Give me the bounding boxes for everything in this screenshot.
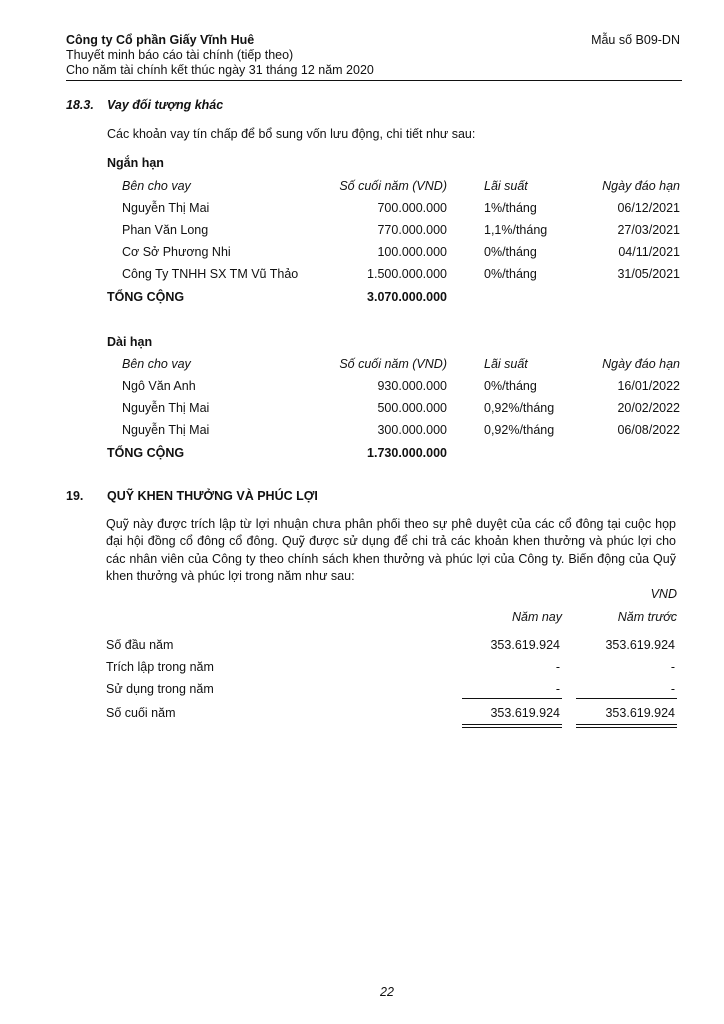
current-value: - [555, 660, 560, 674]
interest-rate: 1%/tháng [484, 201, 537, 215]
col-header-amount: Số cuối năm (VND) [339, 179, 447, 193]
subtotal-rule [462, 698, 562, 699]
report-subtitle: Thuyết minh báo cáo tài chính (tiếp theo) [66, 48, 294, 62]
prior-value: 353.619.924 [605, 638, 675, 652]
col-header-maturity: Ngày đáo hạn [602, 357, 680, 371]
section-intro: Các khoản vay tín chấp để bổ sung vốn lưu động, chi tiết như sau: [107, 127, 476, 141]
prior-value: 353.619.924 [605, 706, 675, 720]
interest-rate: 0%/tháng [484, 245, 537, 259]
col-header-lender: Bên cho vay [122, 179, 191, 193]
col-header-prior-year: Năm trước [617, 610, 677, 624]
maturity-date: 06/08/2022 [617, 423, 680, 437]
lender-name: Cơ Sở Phương Nhi [122, 245, 231, 259]
maturity-date: 06/12/2021 [617, 201, 680, 215]
col-header-rate: Lãi suất [484, 357, 528, 371]
loan-amount: 500.000.000 [377, 401, 447, 415]
maturity-date: 16/01/2022 [617, 379, 680, 393]
interest-rate: 0,92%/tháng [484, 423, 555, 437]
company-name: Công ty Cổ phần Giấy Vĩnh Huê [66, 33, 255, 47]
row-label: Sử dụng trong năm [106, 682, 214, 696]
col-header-amount: Số cuối năm (VND) [339, 357, 447, 371]
maturity-date: 27/03/2021 [617, 223, 680, 237]
row-label: Số đầu năm [106, 638, 174, 652]
maturity-date: 31/05/2021 [617, 267, 680, 281]
total-double-rule [576, 724, 677, 728]
lender-name: Nguyễn Thị Mai [122, 201, 210, 215]
col-header-current-year: Năm nay [511, 610, 562, 624]
section-paragraph: Quỹ này được trích lập từ lợi nhuận chưa phân phối theo sự phê duyệt của các cổ đông tại cuộc họp đại hội đồng cổ đông cổ đông. Quỹ được sử dụng để chi trả các khoản khen thưởng và phúc lợi cho các nhân viên của Công ty theo chính sách khen thưởng và phúc lợi của Công ty. Biến động của Quỹ khen thưởng và phúc lợi trong năm như sau: [106, 517, 676, 584]
total-label: TỔNG CỘNG [107, 290, 185, 304]
header-divider [66, 80, 682, 81]
maturity-date: 04/11/2021 [618, 245, 680, 259]
lender-name: Ngô Văn Anh [122, 379, 196, 393]
loan-amount: 930.000.000 [377, 379, 447, 393]
total-amount: 1.730.000.000 [367, 446, 447, 460]
col-header-maturity: Ngày đáo hạn [602, 179, 680, 193]
total-amount: 3.070.000.000 [367, 290, 447, 304]
prior-value: - [670, 660, 675, 674]
current-value: - [555, 682, 560, 696]
loan-amount: 770.000.000 [377, 223, 447, 237]
loan-amount: 100.000.000 [377, 245, 447, 259]
interest-rate: 0,92%/tháng [484, 401, 555, 415]
col-header-lender: Bên cho vay [122, 357, 191, 371]
long-term-label: Dài hạn [107, 335, 153, 349]
subtotal-rule [576, 698, 677, 699]
currency-label: VND [650, 587, 677, 601]
page-number: 22 [380, 985, 394, 999]
short-term-label: Ngắn hạn [107, 156, 164, 170]
loan-amount: 300.000.000 [377, 423, 447, 437]
row-label: Số cuối năm [106, 706, 176, 720]
total-label: TỔNG CỘNG [107, 446, 185, 460]
current-value: 353.619.924 [490, 706, 560, 720]
form-code: Mẫu số B09-DN [591, 33, 680, 47]
section-number: 18.3. [66, 98, 94, 112]
section-number: 19. [66, 489, 84, 503]
interest-rate: 1,1%/tháng [484, 223, 548, 237]
lender-name: Công Ty TNHH SX TM Vũ Thảo [122, 267, 299, 281]
section-title: QUỸ KHEN THƯỞNG VÀ PHÚC LỢI [107, 489, 318, 503]
lender-name: Nguyễn Thị Mai [122, 423, 210, 437]
lender-name: Phan Văn Long [122, 223, 209, 237]
interest-rate: 0%/tháng [484, 379, 537, 393]
maturity-date: 20/02/2022 [617, 401, 680, 415]
prior-value: - [670, 682, 675, 696]
lender-name: Nguyễn Thị Mai [122, 401, 210, 415]
loan-amount: 1.500.000.000 [367, 267, 447, 281]
current-value: 353.619.924 [490, 638, 560, 652]
interest-rate: 0%/tháng [484, 267, 537, 281]
report-period: Cho năm tài chính kết thúc ngày 31 tháng 12 năm 2020 [66, 63, 374, 77]
loan-amount: 700.000.000 [377, 201, 447, 215]
section-title: Vay đối tượng khác [107, 98, 224, 112]
col-header-rate: Lãi suất [484, 179, 528, 193]
total-double-rule [462, 724, 562, 728]
row-label: Trích lập trong năm [106, 660, 214, 674]
